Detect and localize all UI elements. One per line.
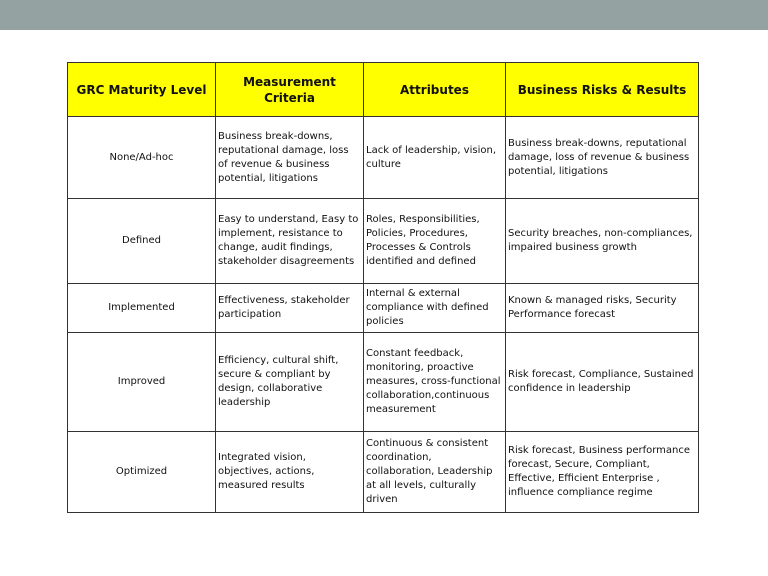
header-maturity-level: GRC Maturity Level: [68, 63, 216, 117]
cell-level: Improved: [68, 333, 216, 432]
cell-attributes: Lack of leadership, vision, culture: [364, 117, 506, 199]
table-row: [68, 117, 699, 199]
cell-attributes: Constant feedback, monitoring, proactive measures, cross-functional collaboration,continuous measurement: [364, 333, 506, 432]
cell-attributes: Internal & external compliance with defined policies: [364, 284, 506, 333]
header-attributes: Attributes: [364, 63, 506, 117]
header-measurement-criteria: Measurement Criteria: [216, 63, 364, 117]
cell-level: Implemented: [68, 284, 216, 333]
cell-criteria: Efficiency, cultural shift, secure & compliant by design, collaborative leadership: [216, 333, 364, 432]
cell-risks: Risk forecast, Compliance, Sustained confidence in leadership: [506, 333, 699, 432]
table-header-row: [68, 63, 699, 117]
table-row: [68, 333, 699, 432]
cell-level: None/Ad-hoc: [68, 117, 216, 199]
cell-risks: Business break-downs, reputational damage, loss of revenue & business potential, litigations: [506, 117, 699, 199]
cell-risks: Known & managed risks, Security Performance forecast: [506, 284, 699, 333]
cell-criteria: Business break-downs, reputational damage, loss of revenue & business potential, litigations: [216, 117, 364, 199]
cell-criteria: Effectiveness, stakeholder participation: [216, 284, 364, 333]
grc-maturity-table: [67, 62, 699, 513]
cell-attributes: Roles, Responsibilities, Policies, Procedures, Processes & Controls identified and defined: [364, 199, 506, 284]
table-row: [68, 284, 699, 333]
cell-risks: Security breaches, non-compliances, impaired business growth: [506, 199, 699, 284]
header-business-risks: Business Risks & Results: [506, 63, 699, 117]
top-bar: [0, 0, 768, 30]
table-row: [68, 432, 699, 513]
cell-level: Optimized: [68, 432, 216, 513]
cell-level: Defined: [68, 199, 216, 284]
cell-criteria: Integrated vision, objectives, actions, measured results: [216, 432, 364, 513]
cell-attributes: Continuous & consistent coordination, collaboration, Leadership at all levels, culturally driven: [364, 432, 506, 513]
cell-criteria: Easy to understand, Easy to implement, resistance to change, audit findings, stakeholder disagreements: [216, 199, 364, 284]
cell-risks: Risk forecast, Business performance forecast, Secure, Compliant, Effective, Efficient Enterprise , influence compliance regime: [506, 432, 699, 513]
table-row: [68, 199, 699, 284]
